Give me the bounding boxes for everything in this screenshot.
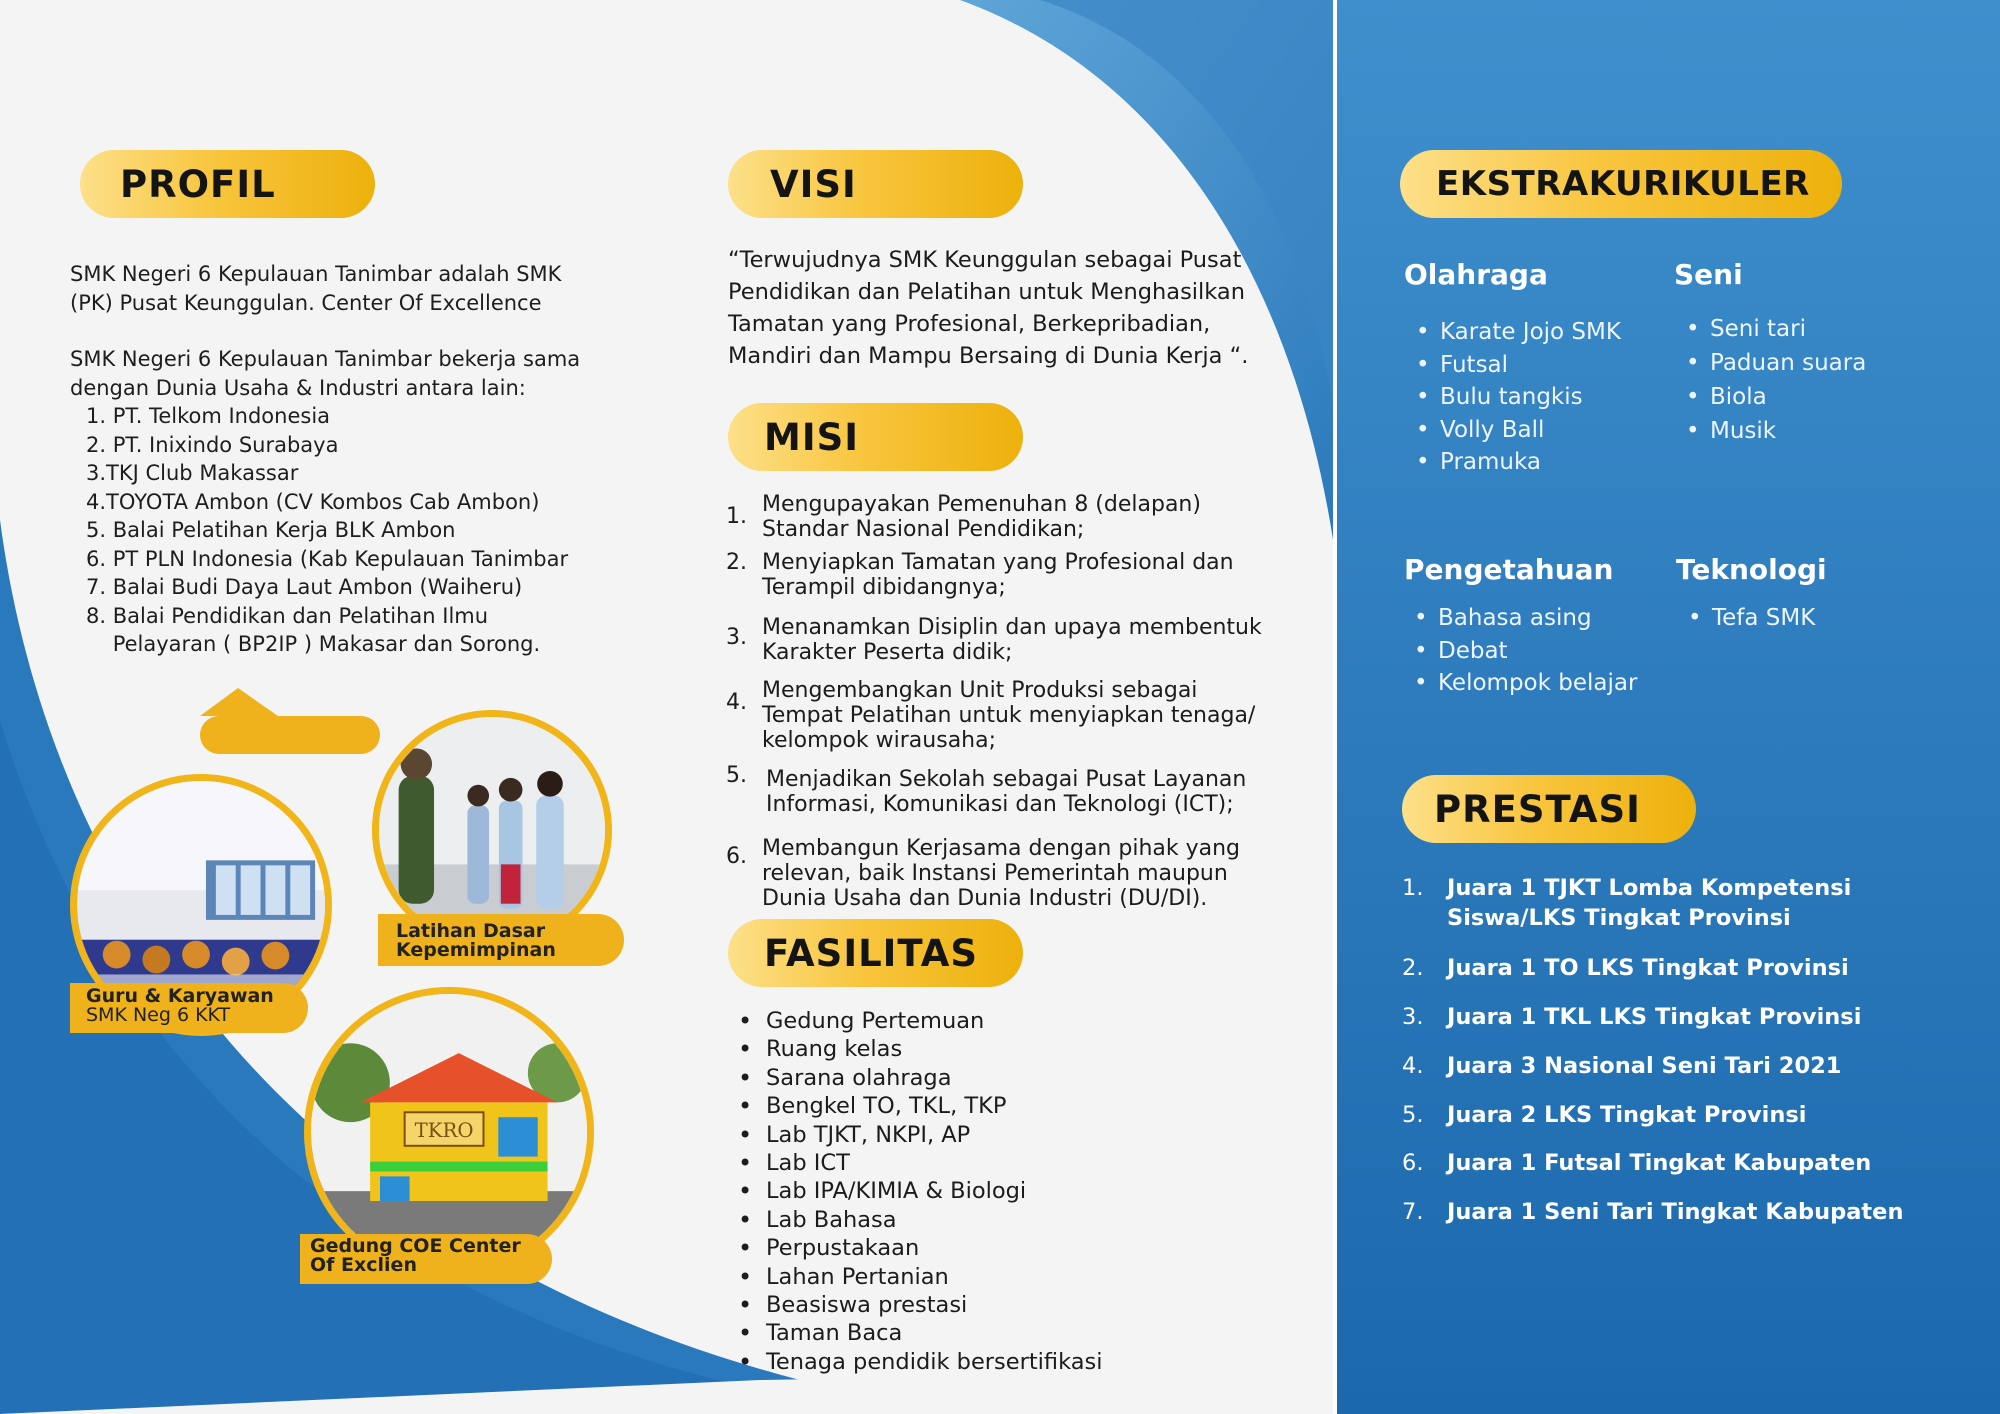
prestasi-line: Juara 1 TJKT Lomba Kompetensi [1447, 875, 1852, 901]
partner-item: 2. PT. Inixindo Surabaya [86, 432, 339, 457]
prestasi-number: 5. [1402, 1102, 1424, 1128]
caption-guru-karyawan [70, 983, 308, 1033]
visi-text-block [728, 244, 1248, 372]
fasilitas-item: • Bengkel TO, TKL, TKP [736, 1092, 1103, 1120]
fasilitas-item: • Lab Bahasa [736, 1206, 1103, 1234]
fasilitas-list [736, 1007, 1103, 1376]
olahraga-item: • Pramuka [1404, 446, 1621, 479]
misi-line: Menjadikan Sekolah sebagai Pusat Layanan [766, 767, 1247, 792]
prestasi-line: Juara 1 Seni Tari Tingkat Kabupaten [1447, 1199, 1904, 1225]
partner-item: 4.TOYOTA Ambon (CV Kombos Cab Ambon) [86, 489, 540, 514]
caption-gedung-coe [300, 1234, 552, 1284]
teknologi-list [1676, 602, 1815, 635]
misi-number: 1. [726, 504, 747, 529]
prestasi-number: 4. [1402, 1053, 1424, 1079]
misi-line: kelompok wirausaha; [762, 728, 997, 753]
partner-item: 6. PT PLN Indonesia (Kab Kepulauan Tanimbar [86, 546, 569, 571]
fasilitas-item: • Lahan Pertanian [736, 1263, 1103, 1291]
misi-number: 5. [726, 763, 747, 788]
misi-line: Tempat Pelatihan untuk menyiapkan tenaga/ [762, 703, 1256, 728]
prestasi-line: Juara 1 TO LKS Tingkat Provinsi [1447, 955, 1849, 981]
misi-number: 3. [726, 625, 747, 650]
misi-line: Membangun Kerjasama dengan pihak yang [762, 836, 1241, 861]
fasilitas-item: • Tenaga pendidik bersertifikasi [736, 1348, 1103, 1376]
prestasi-number: 3. [1402, 1004, 1424, 1030]
misi-number: 4. [726, 690, 747, 715]
prestasi-number: 7. [1402, 1199, 1424, 1225]
prestasi-line: Siswa/LKS Tingkat Provinsi [1447, 905, 1791, 931]
olahraga-item: • Futsal [1404, 349, 1621, 382]
seni-list [1674, 312, 1866, 448]
visi-line: “Terwujudnya SMK Keunggulan sebagai Pusat [728, 247, 1242, 273]
caption-gedung-line2: Of Exclien [310, 1254, 417, 1276]
fasilitas-item: • Ruang kelas [736, 1035, 1103, 1063]
visi-line: Tamatan yang Profesional, Berkepribadian, [728, 311, 1211, 337]
seni-item: • Musik [1674, 414, 1866, 448]
building-sign: TKRO [414, 1118, 474, 1142]
misi-line: Standar Nasional Pendidikan; [762, 517, 1085, 542]
misi-line: Menyiapkan Tamatan yang Profesional dan [762, 550, 1234, 575]
profil-para2-line1: SMK Negeri 6 Kepulauan Tanimbar bekerja sama [70, 347, 581, 371]
misi-line: relevan, baik Instansi Pemerintah maupun [762, 861, 1228, 886]
misi-line: Terampil dibidangnya; [762, 575, 1006, 600]
fasilitas-item: • Taman Baca [736, 1319, 1103, 1347]
fasilitas-item: • Lab IPA/KIMIA & Biologi [736, 1177, 1103, 1205]
pengetahuan-item: • Bahasa asing [1402, 602, 1637, 635]
prestasi-number: 2. [1402, 955, 1424, 981]
teknologi-item: • Tefa SMK [1676, 602, 1815, 635]
partner-item: 1. PT. Telkom Indonesia [86, 404, 331, 428]
fasilitas-item: • Perpustakaan [736, 1234, 1103, 1262]
prestasi-line: Juara 1 TKL LKS Tingkat Provinsi [1447, 1004, 1862, 1030]
profil-text-block [70, 260, 650, 659]
fasilitas-item: • Beasiswa prestasi [736, 1291, 1103, 1319]
partner-item: 8. Balai Pendidikan dan Pelatihan Ilmu [86, 603, 489, 628]
visi-heading-pill [728, 150, 1023, 218]
seni-title: Seni [1674, 258, 1743, 291]
partner-item: 3.TKJ Club Makassar [86, 461, 299, 485]
caption-guru-line1: Guru & Karyawan [86, 985, 274, 1007]
visi-line: Mandiri dan Mampu Bersaing di Dunia Kerja “. [728, 343, 1249, 369]
visi-heading: VISI [770, 162, 857, 206]
olahraga-item: • Bulu tangkis [1404, 381, 1621, 414]
training-illustration [379, 717, 605, 943]
misi-heading: MISI [764, 415, 860, 459]
misi-line: Dunia Usaha dan Dunia Industri (DU/DI). [762, 886, 1208, 911]
partner-item: 5. Balai Pelatihan Kerja BLK Ambon [86, 518, 456, 542]
pengetahuan-item: • Kelompok belajar [1402, 667, 1637, 700]
ekstra-heading-pill [1400, 150, 1842, 218]
teknologi-title: Teknologi [1676, 553, 1827, 586]
olahraga-item: • Volly Ball [1404, 414, 1621, 447]
olahraga-title: Olahraga [1404, 258, 1548, 291]
ekstra-heading: EKSTRAKURIKULER [1436, 164, 1810, 204]
prestasi-line: Juara 2 LKS Tingkat Provinsi [1447, 1102, 1807, 1128]
olahraga-item: • Karate Jojo SMK [1404, 316, 1621, 349]
prestasi-line: Juara 1 Futsal Tingkat Kabupaten [1447, 1150, 1872, 1176]
caption-gedung-line1: Gedung COE Center [310, 1235, 521, 1257]
prestasi-heading: PRESTASI [1434, 787, 1641, 831]
misi-number: 2. [726, 550, 747, 575]
partner-item: 7. Balai Budi Daya Laut Ambon (Waiheru) [86, 575, 523, 599]
misi-line: Informasi, Komunikasi dan Teknologi (ICT); [766, 792, 1234, 817]
profil-para1-line2: (PK) Pusat Keunggulan. Center Of Excellence [70, 290, 542, 315]
profil-heading: PROFIL [120, 162, 276, 206]
misi-line: Karakter Peserta didik; [762, 640, 1013, 665]
misi-line: Mengembangkan Unit Produksi sebagai [762, 678, 1198, 703]
profil-para1-line1: SMK Negeri 6 Kepulauan Tanimbar adalah SMK [70, 262, 562, 286]
fasilitas-item: • Lab ICT [736, 1149, 1103, 1177]
fasilitas-heading: FASILITAS [764, 931, 979, 975]
misi-line: Mengupayakan Pemenuhan 8 (delapan) [762, 492, 1201, 517]
prestasi-heading-pill [1402, 775, 1696, 843]
caption-latihan [378, 914, 624, 966]
prestasi-number: 6. [1402, 1150, 1424, 1176]
fasilitas-item: • Gedung Pertemuan [736, 1007, 1103, 1035]
pengetahuan-item: • Debat [1402, 635, 1637, 668]
fasilitas-item: • Lab TJKT, NKPI, AP [736, 1121, 1103, 1149]
caption-latihan-line2: Kepemimpinan [396, 939, 556, 961]
building-illustration [311, 994, 587, 1270]
misi-heading-pill [728, 403, 1023, 471]
seni-item: • Seni tari [1674, 312, 1866, 346]
prestasi-line: Juara 3 Nasional Seni Tari 2021 [1447, 1053, 1842, 1079]
olahraga-list [1404, 316, 1621, 479]
fasilitas-item: • Sarana olahraga [736, 1064, 1103, 1092]
misi-line: Menanamkan Disiplin dan upaya membentuk [762, 615, 1262, 640]
partner-list [70, 402, 650, 659]
caption-guru-line2: SMK Neg 6 KKT [86, 1004, 231, 1026]
profil-heading-pill [80, 150, 375, 218]
profil-para2-line2: dengan Dunia Usaha & Industri antara lain: [70, 375, 526, 400]
visi-line: Pendidikan dan Pelatihan untuk Menghasilkan [728, 279, 1245, 305]
caption-latihan-line1: Latihan Dasar [396, 920, 546, 942]
pengetahuan-title: Pengetahuan [1404, 553, 1614, 586]
fasilitas-heading-pill [728, 919, 1023, 987]
prestasi-number: 1. [1402, 875, 1424, 901]
pengetahuan-list [1402, 602, 1637, 700]
seni-item: • Paduan suara [1674, 346, 1866, 380]
seni-item: • Biola [1674, 380, 1866, 414]
partner-item: Pelayaran ( BP2IP ) Makasar dan Sorong. [86, 632, 541, 656]
misi-number: 6. [726, 844, 747, 869]
